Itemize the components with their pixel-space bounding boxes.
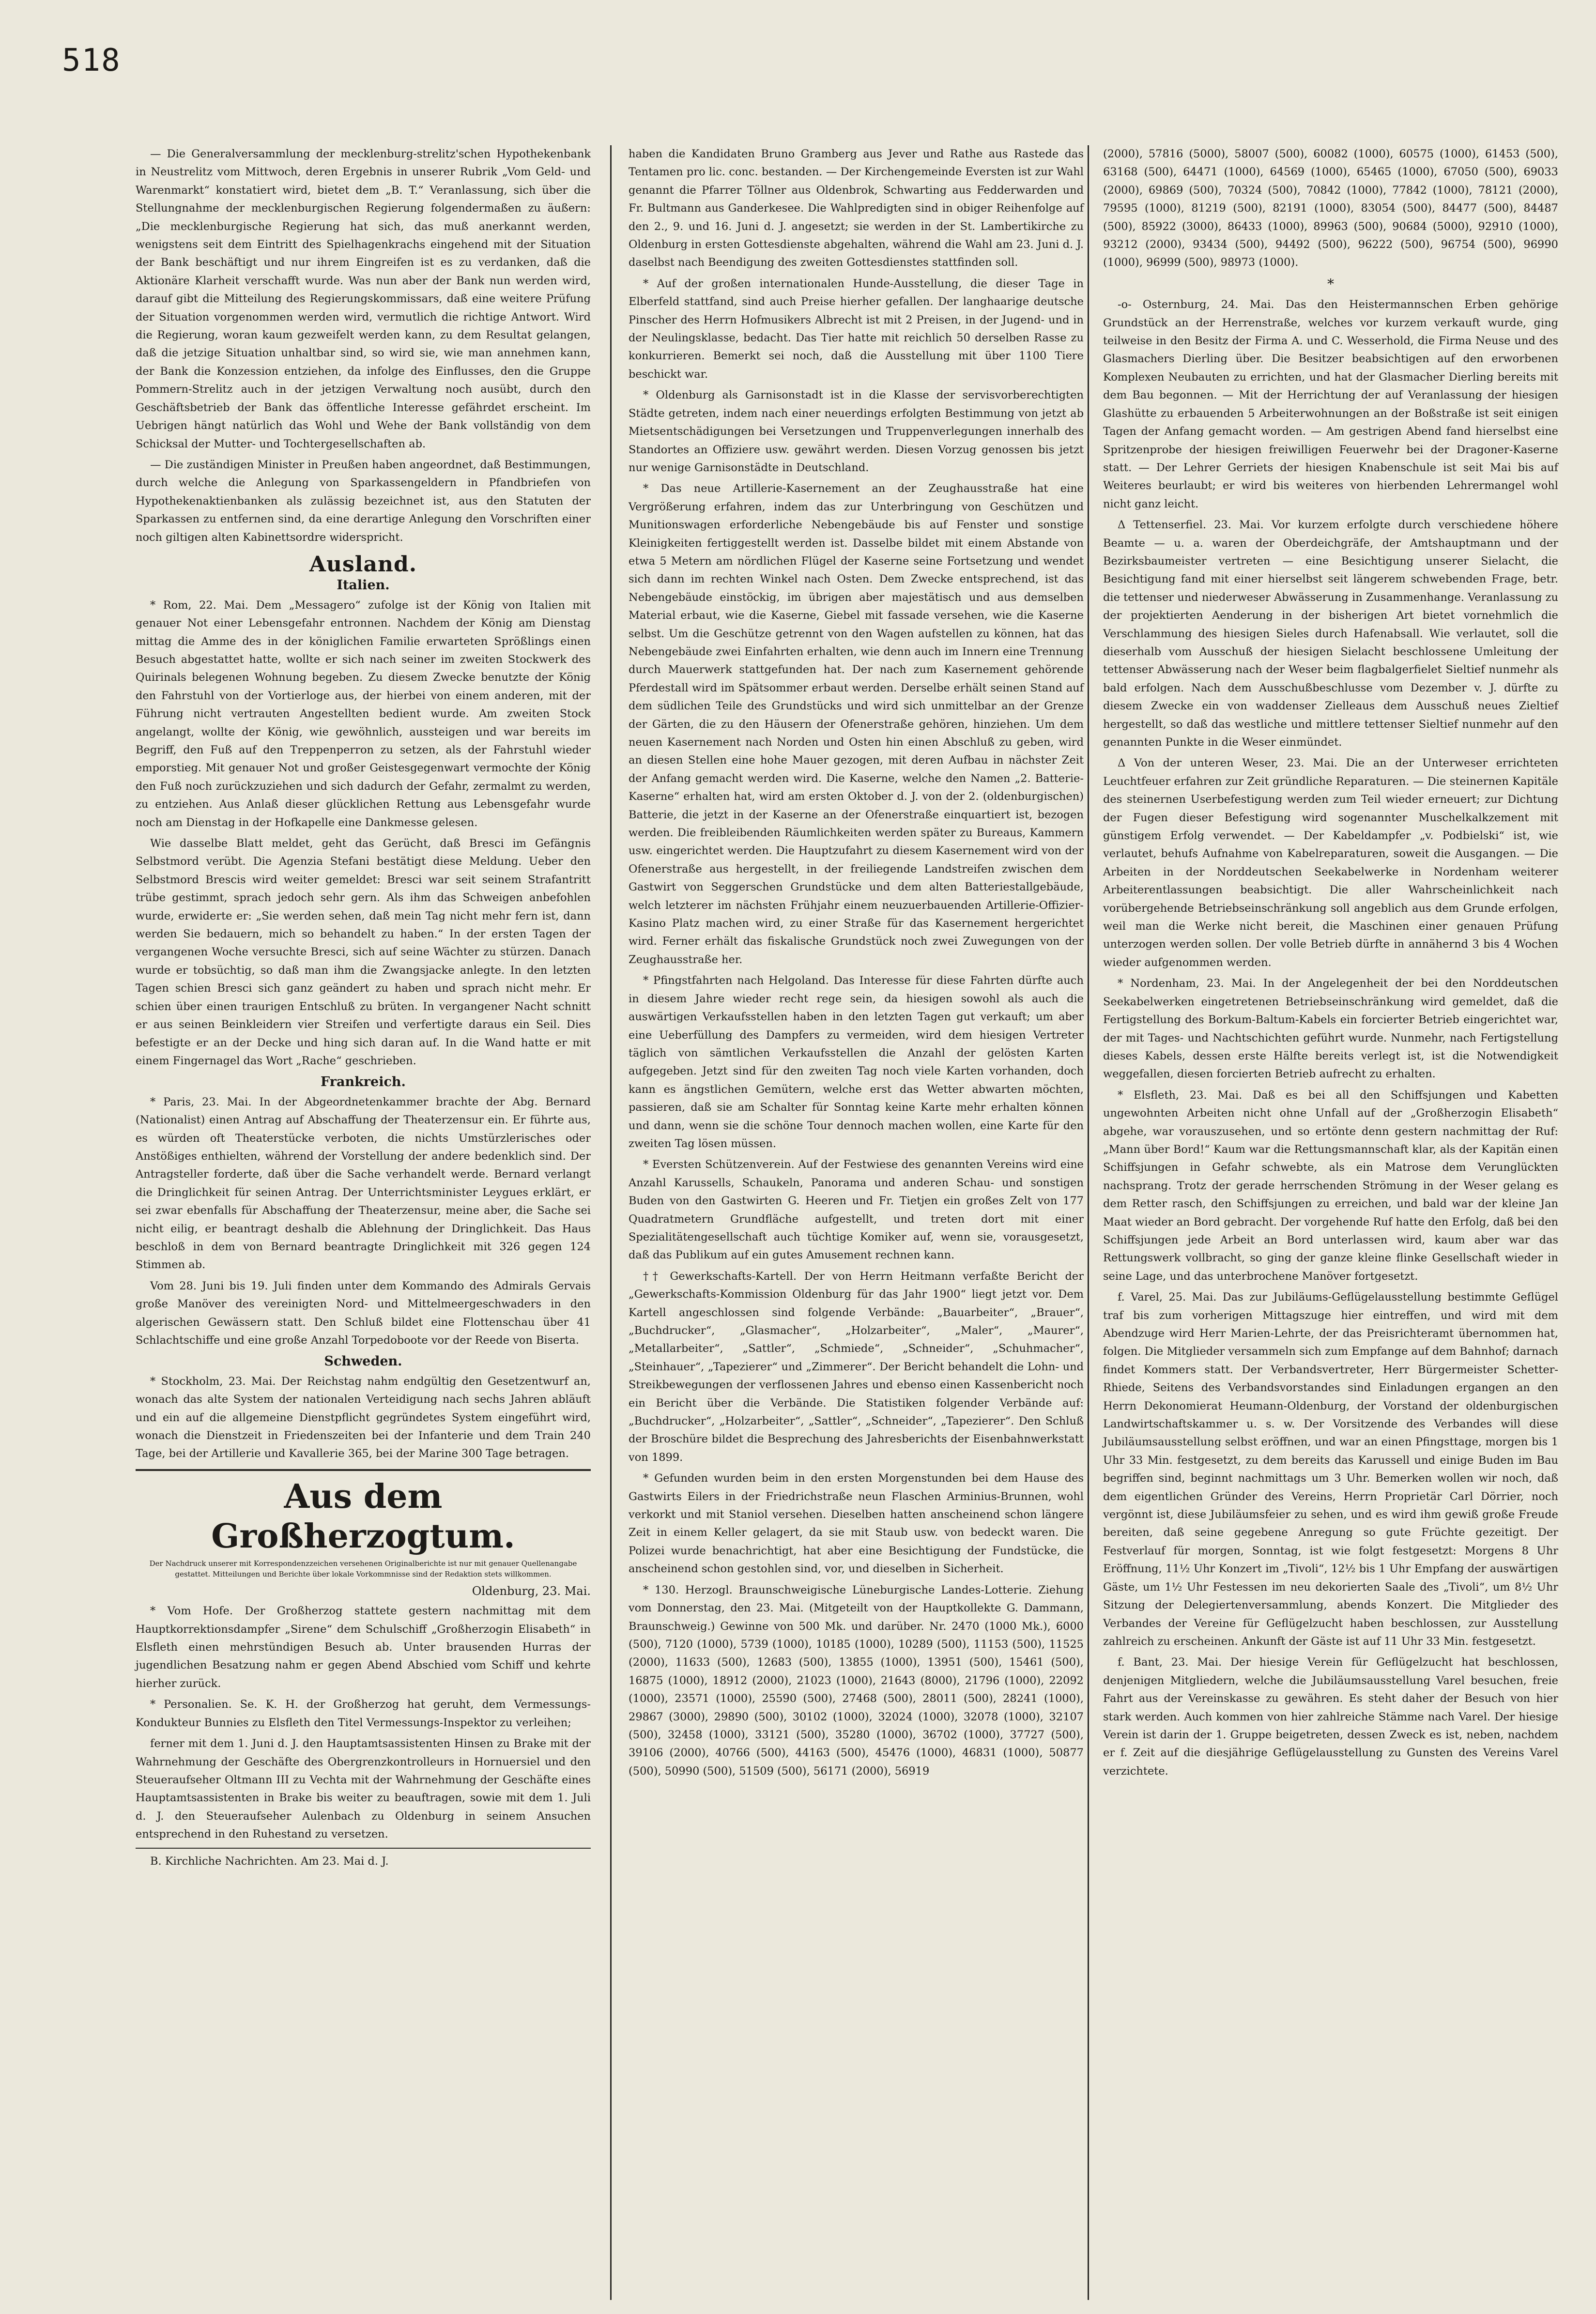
article-hunde-ausstellung: * Auf der großen internationalen Hunde-Ausstellung, die dieser Tage in Elberfeld stattfand, sind auch Preise hierher gefallen. Der langhaarige deutsche Pinscher des Herrn Hofmusikers Albrecht ist mit 2 Preisen, in der Jugend- und in der Neulingsklasse, bedacht. Das Tier hatte mit reichlich 50 derselben Rasse zu konkurrieren. Bemerkt sei noch, daß die Ausstellung mit über 1100 Tiere beschickt war.: [629, 277, 1084, 381]
article-personalien: * Personalien. Se. K. H. der Großherzog hat geruht, dem Vermessungs-Kondukteur Bunnies zu Elsfleth den Titel Vermessungs-Inspektor zu verleihen;: [136, 1698, 591, 1729]
page-number: 518: [62, 43, 121, 78]
article-pfingstfahrten: * Pfingstfahrten nach Helgoland. Das Interesse für diese Fahrten dürfte auch in diesem Jahre wieder recht rege sein, da hiesigen sowohl als auch die auswärtigen Verkaufsstellen haben in den letzten Tagen gut verkauft; um aber eine Ueberfüllung des Dampfers zu vermeiden, wird dem hiesigen Vertreter täglich von sämtlichen Verkaufsstellen die Anzahl der gelösten Karten aufgegeben. Jetzt sind für den zweiten Tag noch viele Karten vorhanden, doch kann es ängstlichen Gemütern, welche erst das Wetter abwarten möchten, passieren, daß sie am Schalter für Sonntag keine Karte mehr erhalten können und dann, wenn sie die schöne Tour dennoch machen wollen, eine Karte für den zweiten Tag lösen müssen.: [629, 974, 1084, 1150]
article-lotterie: * 130. Herzogl. Braunschweigische Lüneburgische Landes-Lotterie. Ziehung vom Donnerstag, den 23. Mai. (Mitgeteilt von der Hauptkollekte G. Dammann, Braunschweig.) Gewinne von 500 Mk. und darüber. Nr. 2470 (1000 Mk.), 6000 (500), 7120 (1000), 5739 (1000), 10185 (1000), 10289 (500), 11153 (500), 11525 (2000), 11633 (500), 12683 (500), 13855 (1000), 13951 (500), 15461 (500), 16875 (1000), 18912 (2000), 21023 (1000), 21643 (8000), 21796 (1000), 22092 (1000), 23571 (1000), 25590 (500), 27468 (500), 28011 (500), 28241 (1000), 29867 (3000), 29890 (500), 30102 (1000), 32024 (1000), 32078 (1000), 32107 (500), 32458 (1000), 33121 (500), 35280 (1000), 36702 (1000), 37727 (500), 39106 (2000), 40766 (500), 44163 (500), 45476 (1000), 46831 (1000), 50877 (500), 50990 (500), 51509 (500), 56171 (2000), 56919: [629, 1583, 1084, 1778]
article-kirchliche-cont: haben die Kandidaten Bruno Gramberg aus Jever und Rathe aus Rastede das Tentamen pro lic. conc. bestanden. — Der Kirchengemeinde Eversten ist zur Wahl genannt die Pfarrer Töllner aus Oldenbrok, Schwarting aus Fedderwarden und Fr. Bultmann aus Ganderkesee. Die Wahlpredigten sind in obiger Reihenfolge auf den 2., 9. und 16. Juni d. J. angesetzt; sie werden in der St. Lambertikirche zu Oldenburg in ersten Gottesdienste abgehalten, während die Wahl am 23. Juni d. J. daselbst nach Beendigung des zweiten Gottesdienstes stattfinden soll.: [629, 148, 1084, 269]
article-vom-hofe: * Vom Hofe. Der Großherzog stattete gestern nachmittag mit dem Hauptkorrektionsdampfer „Sirene“ dem Schulschiff „Großherzogin Elisabeth“ in Elsfleth einen mehrstündigen Besuch ab. Unter brausenden Hurras der jugendlichen Besatzung nahm er gegen Abend Abschied vom Schiff und kehrte hierher zurück.: [136, 1605, 591, 1690]
country-heading-italien: Italien.: [337, 578, 390, 593]
country-heading-schweden: Schweden.: [324, 1354, 402, 1369]
article-schuetzenverein: * Eversten Schützenverein. Auf der Festwiese des genannten Vereins wird eine Anzahl Karussells, Schaukeln, Panorama und anderen Schau- und sonstigen Buden von den Gastwirten G. Heeren und Fr. Tietjen ein großes Zelt von 177 Quadratmetern Grundfläche aufgestellt, und treten dort mit einer Spezialitätengesellschaft auch tüchtige Komiker auf, wenn sie, vorausgesetzt, daß das Publikum auf ein gutes Amusement rechnen kann.: [629, 1158, 1084, 1262]
article-kirchliche-nachrichten: B. Kirchliche Nachrichten. Am 23. Mai d. J.: [150, 1854, 389, 1868]
article-varel: f. Varel, 25. Mai. Das zur Jubiläums-Geflügelausstellung bestimmte Geflügel traf bis zum vorherigen Mittagszuge hier eintreffen, und wird mit dem Abendzuge wird Herr Marien-Lehrte, der das Preisrichteramt übernommen hat, folgen. Die Mitglieder versammeln sich zum Empfange auf dem Bahnhof; darnach findet Kommers statt. Der Verbandsvertreter, Herr Bürgermeister Schetter-Rhiede, Seitens des Verbandsvorstandes sind Einladungen ergangen an den Herrn Dekonomierat Heumann-Oldenburg, der Vorstand der oldenburgischen Landwirtschaftskammer u. s. w. Der Vorsitzende des Verbandes will diese Jubiläumsausstellung selbst eröffnen, und war an einen Pfingsttage, morgen bis 1 Uhr 33 Min. festgesetzt, zu dem bereits das Karussell und einige Buden im Bau begriffen sind, beginnt nachmittags um 3 Uhr. Bemerken wollen wir noch, daß dem eigentlichen Gründer des Vereins, Herrn Proprietär Carl Dörrier, noch vergönnt ist, diese Jubiläumsfeier zu sehen, und es wird ihm gewiß große Freude bereiten, daß seine gegebene Anregung so gute Früchte gezeitigt. Der Festverlauf für morgen, Sonntag, ist wie folgt festgesetzt: Morgens 8 Uhr Eröffnung, 11½ Uhr Konzert im „Tivoli“, 12½ bis 1 Uhr Empfang der auswärtigen Gäste, um 1½ Uhr Festessen im neu dekorierten Saale des „Tivoli“, um 8½ Uhr Sitzung der Delegiertenversammlung, abends Konzert. Die Mitglieder des Verbandes der Vereine für Geflügelzucht haben beschlossen, zur Ausstellung zahlreich zu erscheinen. Ankunft der Gäste ist auf 11 Uhr 33 Min. festgesetzt.: [1103, 1291, 1558, 1648]
article-bant: f. Bant, 23. Mai. Der hiesige Verein für Geflügelzucht hat beschlossen, denjenigen Mitgliedern, welche die Jubiläumsausstellung Varel besuchen, freie Fahrt aus der Vereinskasse zu gewähren. Es steht daher der Besuch von hier stark werden. Auch kommen von hier zahlreiche Stämme nach Varel. Der hiesige Verein ist darin der 1. Gruppe beigetreten, dessen Zweck es ist, neben, nachdem er f. Zeit auf die diesjährige Geflügelausstellung zu Gunsten des Vereins Varel verzichtete.: [1103, 1656, 1558, 1778]
article-generalversammlung: — Die Generalversammlung der mecklenburg-strelitz'schen Hypothekenbank in Neustrelitz vom Mittwoch, deren Ergebnis in unserer Rubrik „Vom Geld- und Warenmarkt“ konstatiert wird, bietet dem „B. T.“ Veranlassung, sich über die Stellungnahme der mecklenburgischen Regierung folgendermaßen zu äußern: „Die mecklenburgische Regierung hat sich, das muß anerkannt werden, wenigstens seit dem Eintritt des Spielhagenkrachs eingehend mit der Situation der Bank beschäftigt und nur ihrem Eingreifen ist es zu verdanken, daß die Aktionäre Klarheit verschafft wurde. Was nun aber der Bank nun werden wird, darauf gibt die Mitteilung des Regierungskommissars, daß eine weitere Prüfung der Situation vorgenommen werden wird, vermutlich die richtige Antwort. Wird die Regierung, woran kaum gezweifelt werden kann, zu dem Resultat gelangen, daß die jetzige Situation unhaltbar sind, so wird sie, wie man annehmen kann, der Bank die Konzession entziehen, da infolge des Einflusses, den die Gruppe Pommern-Strelitz auch in der jetzigen Verwaltung noch ausübt, durch den Geschäftsbetrieb der Bank das öffentliche Interesse gefährdet erscheint. Im Uebrigen hängt natürlich das Wohl und Wehe der Bank vollständig von dem Schicksal der Mutter- und Tochtergesellschaften ab.: [136, 148, 591, 450]
article-stockholm: * Stockholm, 23. Mai. Der Reichstag nahm endgültig den Gesetzentwurf an, wonach das alte System der nationalen Verteidigung nach sechs Jahren abläuft und ein auf die allgemeine Dienstpflicht gegründetes System eingeführt wird, wonach die Dienstzeit in Friedenszeiten bei der Infanterie und dem Train 240 Tage, bei der Artillerie und Kavallerie 365, bei der Marine 300 Tage betragen.: [136, 1375, 591, 1460]
article-minister-preussen: — Die zuständigen Minister in Preußen haben angeordnet, daß Bestimmungen, durch welche die Anlegung von Sparkassengeldern in Pfandbriefen von Hypothekenaktienbanken als zulässig bezeichnet ist, aus den Statuten der Sparkassen zu entfernen sind, da eine derartige Anlegung den Vorschriften einer noch giltigen alten Kabinettsordre widerspricht.: [136, 458, 591, 544]
country-heading-frankreich: Frankreich.: [321, 1074, 406, 1090]
article-bresci: Wie dasselbe Blatt meldet, geht das Gerücht, daß Bresci im Gefängnis Selbstmord verübt. Die Agenzia Stefani bestätigt diese Meldung. Ueber den Selbstmord Brescis wird weiter gemeldet: Bresci war seit seinem Strafantritt trübe gestimmt, sprach jedoch sehr gern. Als ihm das Schweigen anbefohlen wurde, erwiderte er: „Sie werden sehen, daß mein Tag nicht mehr fern ist, dann werden Sie bedauern, mich so behandelt zu haben.“ In der ersten Tagen der vergangenen Woche versuchte Bresci, sich auf seine Wächter zu stürzen. Danach wurde er tobsüchtig, so daß man ihm die Zwangsjacke anlegte. In den letzten Tagen schien Bresci sich ganz geändert zu haben und sprach nicht mehr. Er schien über einen traurigen Entschluß zu brüten. In vergangener Nacht schnitt er aus seinen Beinkleidern vier Streifen und verfertigte daraus ein Seil. Dies befestigte er an der Decke und hing sich daran auf. In die Wand hatte er mit einem Fingernagel das Wort „Rache“ geschrieben.: [136, 837, 591, 1067]
article-gewerkschafts-kartell: †† Gewerkschafts-Kartell. Der von Herrn Heitmann verfaßte Bericht der „Gewerkschafts-Kommission Oldenburg für das Jahr 1900“ liegt jetzt vor. Dem Kartell angeschlossen sind folgende Verbände: „Bauarbeiter“, „Brauer“, „Buchdrucker“, „Glasmacher“, „Holzarbeiter“, „Maler“, „Maurer“, „Metallarbeiter“, „Sattler“, „Schmiede“, „Schneider“, „Schuhmacher“, „Steinhauer“, „Tapezierer“ und „Zimmerer“. Der Bericht behandelt die Lohn- und Streikbewegungen der verflossenen Jahres und ebenso einen Kassenbericht noch ein Bericht über die Verbände. Die Statistiken folgender Verbände auf: „Buchdrucker“, „Holzarbeiter“, „Sattler“, „Schneider“, „Tapezierer“. Den Schluß der Broschüre bildet die Besprechung des Jahresberichts der Eisenbahnwerkstatt von 1899.: [629, 1270, 1084, 1464]
article-garnisonstadt: * Oldenburg als Garnisonstadt ist in die Klasse der servisvorberechtigten Städte getreten, indem nach einer neuerdings erfolgten Bestimmung von jetzt ab Mietsentschädigungen bei Versetzungen und Truppenverlegungen innerhalb des Standortes an Offiziere usw. gewährt werden. Diesen Vorzug genossen bis jetzt nur wenige Garnisonstädte in Deutschland.: [629, 389, 1084, 474]
section-heading-ausland: Ausland.: [309, 552, 417, 577]
article-nordenham: * Nordenham, 23. Mai. In der Angelegenheit der bei den Norddeutschen Seekabelwerken eingetretenen Betriebseinschränkung wird gemeldet, daß die Fertigstellung des Borkum-Baltum-Kabels ein forcierter Betrieb eingerichtet war, der mit Tages- und Nachtschichten geführt wurde. Nunmehr, nach Fertigstellung dieses Kabels, dessen erste Hälfte bereits verlegt ist, ist die Notwendigkeit weggefallen, diesen forcierten Betrieb aufrecht zu erhalten.: [1103, 977, 1558, 1081]
article-untere-weser: Δ Von der unteren Weser, 23. Mai. Die an der Unterweser errichteten Leuchtfeuer erfahren zur Zeit gründliche Reparaturen. — Die steinernen Kapitäle des steinernen Userbefestigung werden zum Teil wieder erneuert; zur Dichtung der Fugen dieser Befestigung wird sogenannter Muschelkalkzement mit günstigem Erfolg verwendet. — Der Kabeldampfer „v. Podbielski“ ist, wie verlautet, behufs Aufnahme von Kabelreparaturen, soweit die Ausgangen. — Die Arbeiten in der Norddeutschen Seekabelwerke in Nordenham weiterer Arbeiterentlassungen beabsichtigt. Die aller Wahrscheinlichkeit nach vorübergehende Betriebseinschränkung soll angeblich aus dem Grunde erfolgen, weil man die Werke nicht bereit, die Maschinen einer genauen Prüfung unterzogen werden sollen. Der volle Betrieb dürfte in annähernd 3 bis 4 Wochen wieder aufgenommen werden.: [1103, 757, 1558, 969]
article-personalien-cont: ferner mit dem 1. Juni d. J. den Hauptamtsassistenten Hinsen zu Brake mit der Wahrnehmung der Geschäfte des Obergrenzkontrolleurs in Hornuersiel und den Steueraufseher Oltmann III zu Vechta mit der Wahrnehmung der Geschäfte eines Hauptamtsassistenten in Brake bis weiter zu beauftragen, sowie mit dem 1. Juli d. J. den Steueraufseher Aulenbach zu Oldenburg in seinem Ansuchen entsprechend in den Ruhestand zu versetzen.: [136, 1737, 591, 1841]
column-rule: [610, 145, 612, 2300]
reprint-notice: Der Nachdruck unserer mit Korrespondenzzeichen versehenen Originalberichte ist nur mit genauer Quellenangabe gestattet. Mitteilungen und Berichte über lokale Vorkommnisse sind der Redaktion stets willkommen.: [149, 1559, 577, 1578]
column-rule: [1088, 145, 1089, 2300]
divider: [136, 1848, 591, 1849]
article-manoever: Vom 28. Juni bis 19. Juli finden unter dem Kommando des Admirals Gervais große Manöver des vereinigten Nord- und Mittelmeergeschwaders in den algerischen Gewässern statt. Den Schluß bildet eine Flottenschau über 41 Schlachtschiffe und eine große Anzahl Torpedoboote vor der Reede von Biserta.: [136, 1279, 591, 1347]
dateline: Oldenburg, 23. Mai.: [472, 1584, 591, 1598]
article-elsfleth: * Elsfleth, 23. Mai. Daß es bei all den Schiffsjungen und Kabetten ungewohnten Arbeiten nicht ohne Unfall auf der „Großherzogin Elisabeth“ abgehe, war vorauszusehen, und so ertönte denn gestern nachmittag der Ruf: „Mann über Bord!“ Kaum war die Rettungsmannschaft klar, als der Kapitän einen Schiffsjungen in Gefahr schwebte, als ein Matrose dem Verunglückten nachsprang. Trotz der gerade herrschenden Strömung in der Weser gelang es dem Retter rasch, den Schiffsjungen zu erreichen, und bald war der kleine Jan Maat wieder an Bord gebracht. Der vorgehende Ruf hatte den Erfolg, daß bei den Schiffsjungen jede Arbeit an Bord unterlassen wird, kaum aber war das Rettungswerk vollbracht, so ging der ganze kleine flinke Gesellschaft wieder in seine Lage, und das unterbrochene Manöver fortgesetzt.: [1103, 1088, 1558, 1283]
column-2: [629, 145, 1084, 1783]
lottery-numbers-cont: (2000), 57816 (5000), 58007 (500), 60082 (1000), 60575 (1000), 61453 (500), 63168 (500), 64471 (1000), 64569 (1000), 65465 (1000), 67050 (500), 69033 (2000), 69869 (500), 70324 (500), 70842 (1000), 77842 (1000), 78121 (2000), 79595 (1000), 81219 (500), 82191 (1000), 83054 (500), 84477 (500), 84487 (500), 85922 (3000), 86433 (1000), 89963 (500), 90684 (5000), 92910 (1000), 93212 (2000), 93434 (500), 94492 (500), 96222 (500), 96754 (500), 96990 (1000), 96999 (500), 98973 (1000).: [1103, 148, 1558, 269]
article-artillerie-kasernement: * Das neue Artillerie-Kasernement an der Zeughausstraße hat eine Vergrößerung erfahren, indem das zur Unterbringung von Geschützen und Munitionswagen erforderliche Nebengebäude bis auf Fenster und sonstige Kleinigkeiten fertiggestellt werden ist. Dasselbe bildet mit einem Abstande von etwa 5 Metern am nördlichen Flügel der Kaserne seine Fortsetzung und wendet sich dann im rechten Winkel nach Osten. Dem Zwecke entsprechend, ist das Nebengebäude einstöckig, im übrigen aber majestätisch und aus demselben Material erbaut, wie die Kaserne, Giebel mit fassade versehen, wie die Kaserne selbst. Um die Geschütze getrennt von den Wagen aufstellen zu können, hat das Nebengebäude zwei Einfahrten erhalten, wie denn auch im Innern eine Trennung durch Mauerwerk stattgefunden hat. Der nach zum Kasernement gehörende Pferdestall wird im Spätsommer erbaut werden. Derselbe erhält seinen Stand auf dem südlichen Teile des Grundstücks und wird sich unmittelbar an der Grenze der Gärten, die zu den Häusern der Ofenerstraße gehören, hinziehen. Um dem neuen Kasernement nach Norden und Osten hin einen Abschluß zu geben, wird an diesen Stellen eine hohe Mauer gezogen, mit deren Aufbau in nächster Zeit der Anfang gemacht werden wird. Die Kaserne, welche den Namen „2. Batterie-Kaserne“ erhalten hat, wird am ersten Oktober d. J. von der 2. (oldenburgischen) Batterie, die jetzt in der Kaserne an der Ofenerstraße einquartiert ist, bezogen werden. Die freibleibenden Räumlichkeiten werden später zu Bureaus, Kammern usw. eingerichtet werden. Die Hauptzufahrt zu diesem Kasernement wird von der Ofenerstraße aus hergestellt, in der freiliegende Landstreifen zwischen dem Gastwirt von Seggerschen Grundstücke und dem alten Batteriestallgebäude, welch letzterer im nächsten Frühjahr einem neuzuerbauenden Artillerie-Offizier-Kasino Platz machen wird, zu einer Straße für das Kasernement hergerichtet wird. Ferner erhält das fiskalische Grundstück noch zwei Zuwegungen von der Zeughausstraße her.: [629, 482, 1084, 966]
section-heading-grossherzogtum: Aus dem Großherzogtum.: [211, 1477, 515, 1556]
article-gefunden: * Gefunden wurden beim in den ersten Morgenstunden bei dem Hause des Gastwirts Eilers in der Friedrichstraße neun Flaschen Arminius-Brunnen, wohl verkorkt und mit Staniol versehen. Dieselben hatten anscheinend schon längere Zeit in einem Keller gelagert, da sie mit Staub usw. von bedeckt waren. Die Polizei wurde benachrichtigt, hat aber eine Besichtigung der Fundstücke, die anscheinend schon gestohlen sind, vor, und dieselben in Sicherheit.: [629, 1472, 1084, 1576]
column-3: [1103, 145, 1558, 1783]
article-osternburg: -o- Osternburg, 24. Mai. Das den Heistermannschen Erben gehörige Grundstück an der Herrenstraße, welches vor kurzem verkauft wurde, ging teilweise in den Besitz der Firma A. und C. Wesserhold, die Firma Neuse und des Glasmachers Dierling über. Die Besitzer beabsichtigen auf den erworbenen Komplexen Neubauten zu errichten, und hat der Glasmacher Dierling bereits mit dem Bau begonnen. — Mit der Herrichtung der auf Veranlassung der hiesigen Glashütte zu erbauenden 5 Arbeiterwohnungen an der Boßstraße ist seit einigen Tagen der Anfang gemacht worden. — Am gestrigen Abend fand hierselbst eine Spritzenprobe der hiesigen freiwilligen Feuerwehr bei der Dragoner-Kaserne statt. — Der Lehrer Gerriets der hiesigen Knabenschule ist seit Mai bis auf Weiteres beurlaubt; er wird bis weiteres von hierbenden Lehrermangel wohl nicht ganz leicht.: [1103, 298, 1558, 510]
section-divider: [136, 1469, 591, 1471]
column-1: [136, 145, 591, 1873]
article-paris: * Paris, 23. Mai. In der Abgeordnetenkammer brachte der Abg. Bernard (Nationalist) einen Antrag auf Abschaffung der Theaterzensur ein. Er führte aus, es würden oft Theaterstücke verboten, die nichts Umstürzlerisches oder Anstößiges enthielten, während der Vorstellung der andere bedenklich sind. Der Antragsteller forderte, daß über die Sache verhandelt werde. Bernard verlangt die Dringlichkeit für seinen Antrag. Der Unterrichtsminister Leygues erklärt, er sei zwar ebenfalls für Abschaffung der Theaterzensur, meine aber, die Sache sei nicht eilig, er beantragt deshalb die Ablehnung der Dringlichkeit. Das Haus beschloß in dem von Bernard beantragte Dringlichkeit mit 326 gegen 124 Stimmen ab.: [136, 1095, 591, 1272]
separator-star: *: [1327, 276, 1334, 292]
article-rom: * Rom, 22. Mai. Dem „Messagero“ zufolge ist der König von Italien mit genauer Not einer Lebensgefahr entronnen. Nachdem der König am Dienstag mittag die Amme des in der königlichen Familie erwarteten Sprößlings einen Besuch abgestattet hatte, wollte er sich nach seiner im zweiten Stockwerk des Quirinals belegenen Wohnung begeben. Zu diesem Zwecke benutzte der König den Fahrstuhl von der Vortierloge aus, der hierbei von einem anderen, mit der Führung nicht vertrauten Angestellten bedient wurde. Am zweiten Stock angelangt, wollte der König, wie gewöhnlich, aussteigen und war bereits im Begriff, den Fuß auf den Treppenperron zu setzen, als der Fahrstuhl wieder emporstieg. Mit genauer Not und großer Geistesgegenwart vermochte der König den Fuß noch zurückzuziehen und sich dadurch der Gefahr, zermalmt zu werden, zu entziehen. Aus Anlaß dieser glücklichen Rettung aus Lebensgefahr wurde noch am Dienstag in der Hofkapelle eine Dankmesse gelesen.: [136, 598, 591, 829]
article-tettenserfiel: Δ Tettenserfiel. 23. Mai. Vor kurzem erfolgte durch verschiedene höhere Beamte — u. a. waren der Oberdeichgräfe, der Amtshauptmann und der Bezirksbaumeister vertreten — eine Besichtigung unserer Sielacht, die Besichtigung fand mit einer hierselbst seit längerem schwebenden Frage, betr. die tettenser und niederweser Abwässerung in Zusammenhange. Veranlassung zu der projektierten Aenderung in der bisherigen Art bietet vornehmlich die Verschlammung des hiesigen Sieles durch Hafenabsall. Wie verlautet, soll die dieserhalb vom Ausschuß der hiesigen Sielacht beschlossene Umleitung der tettenser Abwässerung nach der Weser beim flagbalgerfielet Sieltief nunmehr als bald erfolgen. Nach dem Ausschußbeschlusse vom Dezember v. J. dürfte zu diesem Zwecke ein von waddenser Zielleaus dem Ausschuß neues Zieltief hergestellt, so daß das westliche und mittlere tettenser Sieltief nunmehr auf den genannten Punkte in die Weser einmündet.: [1103, 519, 1558, 749]
